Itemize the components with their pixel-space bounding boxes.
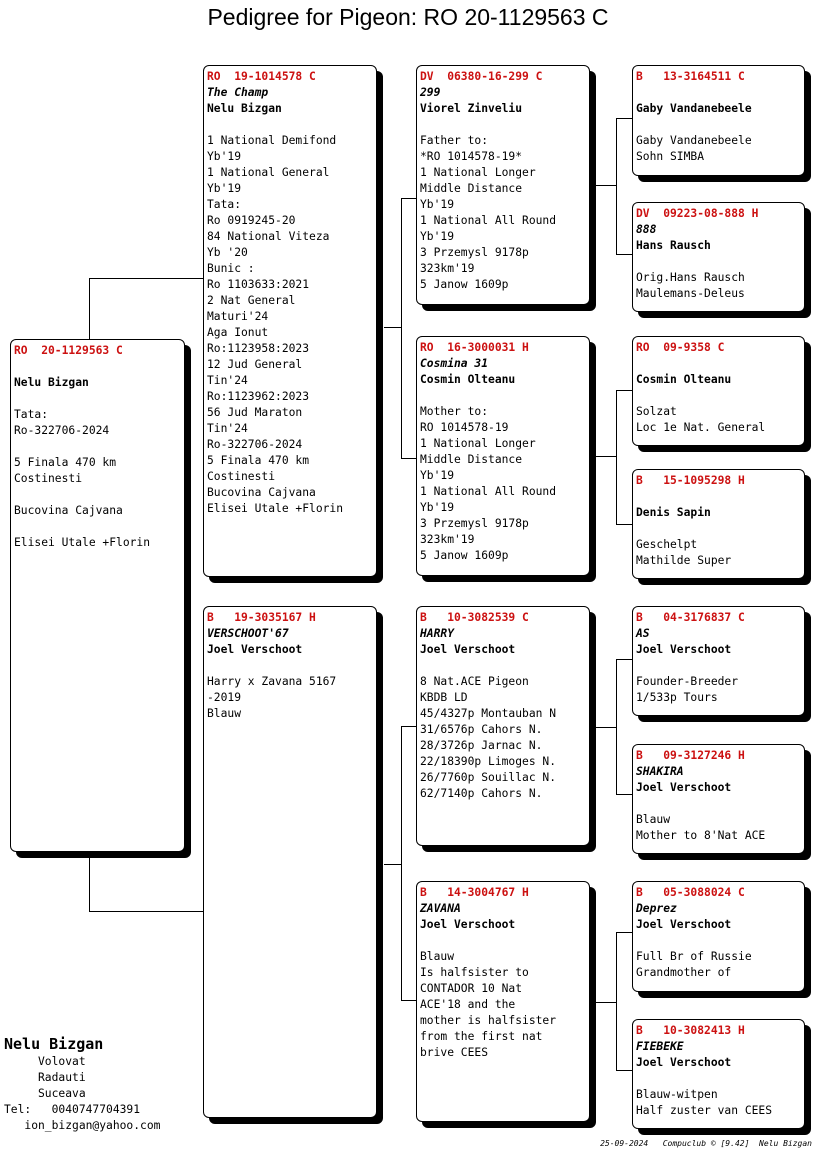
- note-line: Ro-322706-2024: [14, 424, 110, 437]
- connector: [616, 1070, 633, 1071]
- connector: [616, 390, 633, 391]
- ring-number: B 15-1095298 H: [636, 474, 745, 487]
- ring-number: DV 06380-16-299 C: [420, 70, 543, 83]
- note-line: 5 Finala 470 km: [207, 454, 310, 467]
- ring-number: B 14-3004767 H: [420, 886, 529, 899]
- note-line: Blauw: [636, 813, 671, 826]
- note-line: Tata:: [14, 408, 49, 421]
- pigeon-card-subject[interactable]: [10, 339, 185, 852]
- connector: [89, 911, 204, 912]
- note-line: Is halfsister to: [420, 966, 529, 979]
- note-line: Yb'19: [420, 501, 455, 514]
- note-line: 1 National All Round: [420, 485, 557, 498]
- pigeon-card-sire-dam[interactable]: [416, 336, 590, 576]
- ring-number: B 04-3176837 C: [636, 611, 745, 624]
- note-line: [14, 487, 181, 503]
- connector: [401, 198, 417, 199]
- note-line: Maulemans-Deleus: [636, 287, 745, 300]
- pigeon-card-sire[interactable]: [203, 65, 377, 577]
- note-line: Geschelpt: [636, 538, 698, 551]
- connector: [616, 659, 633, 660]
- note-line: 1 National General: [207, 166, 330, 179]
- connector: [401, 198, 402, 459]
- note-line: [636, 521, 801, 537]
- owner-name: Viorel Zinveliu: [420, 102, 523, 115]
- owner-name: Joel Verschoot: [420, 918, 516, 931]
- owner-name: Hans Rausch: [636, 239, 711, 252]
- note-line: 28/3726p Jarnac N.: [420, 739, 543, 752]
- breeder-line: Volovat: [4, 1055, 86, 1068]
- owner-name: Denis Sapin: [636, 506, 711, 519]
- note-line: Ro-322706-2024: [207, 438, 303, 451]
- note-line: Tata:: [207, 198, 242, 211]
- note-line: Mother to:: [420, 405, 489, 418]
- note-line: Yb'19: [420, 230, 455, 243]
- ring-number: RO 20-1129563 C: [14, 344, 123, 357]
- pigeon-name: The Champ: [207, 86, 269, 99]
- connector: [596, 1002, 617, 1003]
- note-line: 1 National All Round: [420, 214, 557, 227]
- note-line: Half zuster van CEES: [636, 1104, 773, 1117]
- note-line: Father to:: [420, 134, 489, 147]
- connector: [616, 659, 617, 795]
- breeder-phone: Tel: 0040747704391: [4, 1103, 141, 1116]
- note-line: 5 Finala 470 km: [14, 456, 117, 469]
- note-line: Ro:1123958:2023: [207, 342, 310, 355]
- pigeon-name: VERSCHOOT'67: [207, 627, 289, 640]
- owner-name: Joel Verschoot: [636, 643, 732, 656]
- note-line: Ro 0919245-20: [207, 214, 296, 227]
- note-line: 8 Nat.ACE Pigeon: [420, 675, 529, 688]
- note-line: Blauw: [420, 950, 455, 963]
- pigeon-name: Deprez: [636, 902, 677, 915]
- note-line: [636, 1071, 801, 1087]
- connector: [401, 1000, 417, 1001]
- note-line: Maturi'24: [207, 310, 269, 323]
- connector: [384, 327, 402, 328]
- note-line: Ro 1103633:2021: [207, 278, 310, 291]
- note-line: [636, 388, 801, 404]
- connector: [616, 932, 633, 933]
- connector: [401, 726, 402, 1001]
- pigeon-name: 888: [636, 223, 657, 236]
- pigeon-card-sire-sire-sire[interactable]: [632, 65, 805, 176]
- note-line: -2019: [207, 691, 242, 704]
- note-line: 62/7140p Cahors N.: [420, 787, 543, 800]
- pigeon-name: [636, 356, 801, 372]
- note-line: 56 Jud Maraton: [207, 406, 303, 419]
- note-line: 31/6576p Cahors N.: [420, 723, 543, 736]
- ring-number: RO 19-1014578 C: [207, 70, 316, 83]
- connector: [616, 254, 633, 255]
- note-line: Tin'24: [207, 374, 248, 387]
- note-line: 2 Nat General: [207, 294, 296, 307]
- note-line: Bunic :: [207, 262, 255, 275]
- pigeon-card-dam-sire-sire[interactable]: [632, 606, 805, 716]
- pigeon-name: AS: [636, 627, 650, 640]
- connector: [616, 794, 633, 795]
- pigeon-card-dam[interactable]: [203, 606, 377, 1118]
- connector: [616, 118, 633, 119]
- owner-name: Cosmin Olteanu: [636, 373, 732, 386]
- note-line: mother is halfsister: [420, 1014, 557, 1027]
- note-line: KBDB LD: [420, 691, 468, 704]
- pigeon-name: 299: [420, 86, 441, 99]
- note-line: brive CEES: [420, 1046, 489, 1059]
- note-line: Middle Distance: [420, 453, 523, 466]
- note-line: Middle Distance: [420, 182, 523, 195]
- connector: [596, 185, 617, 186]
- note-line: Aga Ionut: [207, 326, 269, 339]
- note-line: 1 National Longer: [420, 437, 536, 450]
- breeder-info: [4, 1034, 160, 1134]
- note-line: [420, 658, 586, 674]
- note-line: Loc 1e Nat. General: [636, 421, 766, 434]
- ring-number: B 10-3082539 C: [420, 611, 529, 624]
- breeder-line: Suceava: [4, 1087, 86, 1100]
- note-line: Yb'19: [420, 469, 455, 482]
- note-line: Costinesti: [207, 470, 276, 483]
- pigeon-name: [636, 85, 801, 101]
- connector: [596, 456, 617, 457]
- note-line: [207, 117, 373, 133]
- note-line: Harry x Zavana 5167: [207, 675, 337, 688]
- note-line: Bucovina Cajvana: [207, 486, 316, 499]
- note-line: Sohn SIMBA: [636, 150, 705, 163]
- note-line: Bucovina Cajvana: [14, 504, 123, 517]
- ring-number: B 13-3164511 C: [636, 70, 745, 83]
- note-line: Gaby Vandanebeele: [636, 134, 752, 147]
- connector: [596, 727, 617, 728]
- note-line: Blauw-witpen: [636, 1088, 718, 1101]
- note-line: [420, 933, 586, 949]
- pigeon-name: SHAKIRA: [636, 765, 684, 778]
- note-line: [636, 796, 801, 812]
- pigeon-card-dam-sire[interactable]: [416, 606, 590, 846]
- note-line: [14, 391, 181, 407]
- connector: [616, 118, 617, 255]
- pigeon-card-dam-dam[interactable]: [416, 881, 590, 1122]
- owner-name: Joel Verschoot: [636, 1056, 732, 1069]
- note-line: 1/533p Tours: [636, 691, 718, 704]
- connector: [89, 855, 90, 912]
- note-line: Yb '20: [207, 246, 248, 259]
- note-line: 3 Przemysl 9178p: [420, 517, 529, 530]
- note-line: Elisei Utale +Florin: [14, 536, 151, 549]
- note-line: Tin'24: [207, 422, 248, 435]
- note-line: Grandmother of: [636, 966, 732, 979]
- breeder-email[interactable]: ion_bizgan@yahoo.com: [4, 1119, 161, 1132]
- pigeon-card-sire-sire[interactable]: [416, 65, 590, 305]
- note-line: Ro:1123962:2023: [207, 390, 310, 403]
- note-line: 12 Jud General: [207, 358, 303, 371]
- ring-number: B 09-3127246 H: [636, 749, 745, 762]
- note-line: Solzat: [636, 405, 677, 418]
- connector: [89, 278, 90, 340]
- owner-name: Nelu Bizgan: [14, 376, 89, 389]
- note-line: 5 Janow 1609p: [420, 549, 509, 562]
- note-line: 45/4327p Montauban N: [420, 707, 557, 720]
- note-line: [636, 933, 801, 949]
- note-line: from the first nat: [420, 1030, 543, 1043]
- note-line: 26/7760p Souillac N.: [420, 771, 557, 784]
- note-line: 323km'19: [420, 533, 475, 546]
- breeder-line: Radauti: [4, 1071, 86, 1084]
- note-line: 1 National Longer: [420, 166, 536, 179]
- connector: [401, 458, 417, 459]
- note-line: 323km'19: [420, 262, 475, 275]
- note-line: Yb'19: [207, 182, 242, 195]
- note-line: *RO 1014578-19*: [420, 150, 523, 163]
- connector: [616, 932, 617, 1071]
- pigeon-name: [14, 359, 181, 375]
- note-line: Costinesti: [14, 472, 83, 485]
- note-line: CONTADOR 10 Nat: [420, 982, 523, 995]
- breeder-name: Nelu Bizgan: [4, 1035, 104, 1053]
- connector: [384, 864, 402, 865]
- note-line: Elisei Utale +Florin: [207, 502, 344, 515]
- connector: [89, 278, 204, 279]
- pigeon-card-dam-sire-dam[interactable]: [632, 744, 805, 854]
- ring-number: B 05-3088024 C: [636, 886, 745, 899]
- owner-name: Nelu Bizgan: [207, 102, 282, 115]
- pigeon-name: [636, 489, 801, 505]
- ring-number: B 10-3082413 H: [636, 1024, 745, 1037]
- note-line: 1 National Demifond: [207, 134, 337, 147]
- pigeon-card-sire-dam-sire[interactable]: [632, 336, 805, 446]
- owner-name: Cosmin Olteanu: [420, 373, 516, 386]
- note-line: Blauw: [207, 707, 242, 720]
- note-line: [636, 254, 801, 270]
- pigeon-name: HARRY: [420, 627, 455, 640]
- note-line: [636, 117, 801, 133]
- note-line: 84 National Viteza: [207, 230, 330, 243]
- note-line: [207, 658, 373, 674]
- pigeon-card-dam-dam-sire[interactable]: [632, 881, 805, 992]
- note-line: 3 Przemysl 9178p: [420, 246, 529, 259]
- owner-name: Gaby Vandanebeele: [636, 102, 752, 115]
- pigeon-card-dam-dam-dam[interactable]: [632, 1019, 805, 1129]
- ring-number: RO 16-3000031 H: [420, 341, 529, 354]
- note-line: Mother to 8'Nat ACE: [636, 829, 766, 842]
- connector: [616, 524, 633, 525]
- pigeon-card-sire-sire-dam[interactable]: [632, 202, 805, 312]
- owner-name: Joel Verschoot: [636, 781, 732, 794]
- note-line: [14, 519, 181, 535]
- ring-number: B 19-3035167 H: [207, 611, 316, 624]
- footer-credit: 25-09-2024 Compuclub © [9.42] Nelu Bizgan: [600, 1139, 812, 1148]
- note-line: RO 1014578-19: [420, 421, 509, 434]
- note-line: 5 Janow 1609p: [420, 278, 509, 291]
- page-title: Pedigree for Pigeon: RO 20-1129563 C: [207, 4, 609, 30]
- pigeon-name: ZAVANA: [420, 902, 461, 915]
- owner-name: Joel Verschoot: [207, 643, 303, 656]
- pigeon-name: Cosmina 31: [420, 357, 489, 370]
- note-line: [14, 439, 181, 455]
- note-line: Founder-Breeder: [636, 675, 739, 688]
- note-line: ACE'18 and the: [420, 998, 516, 1011]
- connector: [401, 726, 417, 727]
- pigeon-card-sire-dam-dam[interactable]: [632, 469, 805, 579]
- note-line: 22/18390p Limoges N.: [420, 755, 557, 768]
- note-line: Full Br of Russie: [636, 950, 752, 963]
- ring-number: RO 09-9358 C: [636, 341, 725, 354]
- note-line: [420, 117, 586, 133]
- note-line: Yb'19: [207, 150, 242, 163]
- note-line: Orig.Hans Rausch: [636, 271, 745, 284]
- owner-name: Joel Verschoot: [420, 643, 516, 656]
- connector: [616, 390, 617, 525]
- note-line: [636, 658, 801, 674]
- note-line: [420, 388, 586, 404]
- note-line: Mathilde Super: [636, 554, 732, 567]
- ring-number: DV 09223-08-888 H: [636, 207, 759, 220]
- pigeon-name: FIEBEKE: [636, 1040, 684, 1053]
- note-line: Yb'19: [420, 198, 455, 211]
- owner-name: Joel Verschoot: [636, 918, 732, 931]
